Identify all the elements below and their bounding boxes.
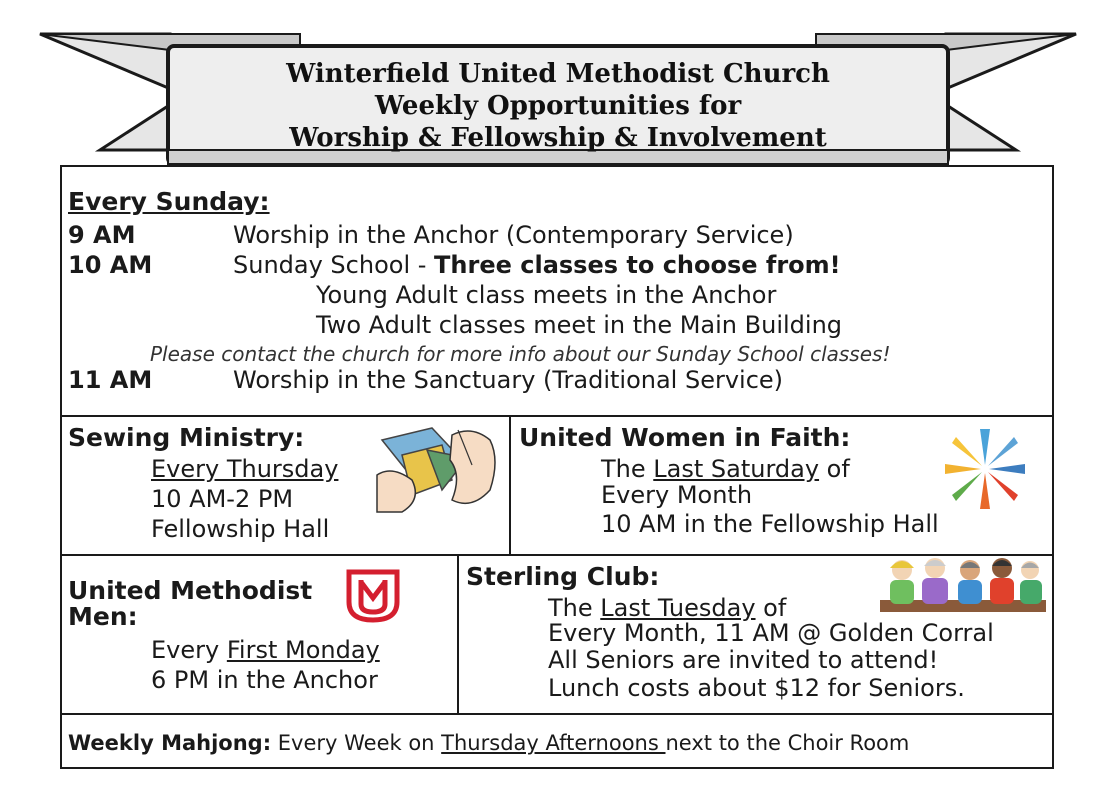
hands-sewing-icon	[372, 420, 502, 518]
women-heading: United Women in Faith:	[519, 423, 851, 452]
sterling-heading: Sterling Club:	[466, 562, 660, 591]
men-line-1-pre: Every	[151, 636, 227, 664]
women-line-2: Every Month	[601, 481, 753, 509]
men-line-1	[151, 636, 380, 664]
time-11am: 11 AM	[68, 366, 153, 394]
sewing-time: 10 AM-2 PM	[151, 485, 294, 513]
seniors-group-icon	[880, 556, 1046, 620]
divider	[509, 415, 511, 555]
sterling-line-1	[548, 594, 786, 622]
title-line-3: Worship & Fellowship & Involvement	[289, 123, 827, 153]
desc-9am: Worship in the Anchor (Contemporary Service)	[233, 221, 794, 249]
page-title	[170, 58, 946, 154]
mahjong-label: Weekly Mahjong:	[68, 731, 272, 755]
women-line-1	[601, 455, 850, 483]
sunday-note: Please contact the church for more info about our Sunday School classes!	[150, 342, 891, 366]
sterling-line-4: Lunch costs about $12 for Seniors.	[548, 674, 965, 702]
divider	[60, 713, 1054, 715]
sewing-heading: Sewing Ministry:	[68, 423, 305, 452]
men-heading-2: Men:	[68, 602, 138, 631]
title-line-1: Winterfield United Methodist Church	[286, 59, 830, 89]
sewing-place: Fellowship Hall	[151, 515, 330, 543]
class-adult: Two Adult classes meet in the Main Building	[316, 311, 843, 339]
umm-logo-icon	[345, 568, 401, 624]
sterling-line-2: Every Month, 11 AM @ Golden Corral	[548, 619, 994, 647]
sterling-line-1-post: of	[755, 594, 787, 622]
mahjong-day: Thursday Afternoons	[441, 731, 666, 755]
men-day: First Monday	[226, 636, 380, 664]
sunday-heading: Every Sunday:	[68, 187, 270, 216]
time-9am: 9 AM	[68, 221, 136, 249]
sewing-day: Every Thursday	[151, 455, 339, 483]
class-young-adult: Young Adult class meets in the Anchor	[316, 281, 777, 309]
women-line-1-pre: The	[601, 455, 654, 483]
star-burst-logo-icon	[940, 424, 1030, 514]
divider	[457, 554, 459, 714]
women-line-1-post: of	[819, 455, 850, 483]
sterling-line-1-pre: The	[548, 594, 601, 622]
time-10am: 10 AM	[68, 251, 153, 279]
sterling-day: Last Tuesday	[600, 594, 756, 622]
men-heading-1: United Methodist	[68, 576, 313, 605]
mahjong-post: next to the Choir Room	[665, 731, 910, 755]
mahjong-line	[68, 729, 909, 757]
desc-11am: Worship in the Sanctuary (Traditional Service)	[233, 366, 784, 394]
mahjong-pre: Every Week on	[271, 731, 442, 755]
women-day: Last Saturday	[653, 455, 820, 483]
divider	[60, 415, 1054, 417]
title-line-2: Weekly Opportunities for	[374, 91, 742, 121]
sterling-line-3: All Seniors are invited to attend!	[548, 646, 939, 674]
desc-10am	[233, 251, 841, 279]
desc-10am-text: Sunday School -	[233, 251, 435, 279]
men-line-2: 6 PM in the Anchor	[151, 666, 378, 694]
desc-10am-bold: Three classes to choose from!	[434, 251, 841, 279]
women-line-3: 10 AM in the Fellowship Hall	[601, 510, 939, 538]
